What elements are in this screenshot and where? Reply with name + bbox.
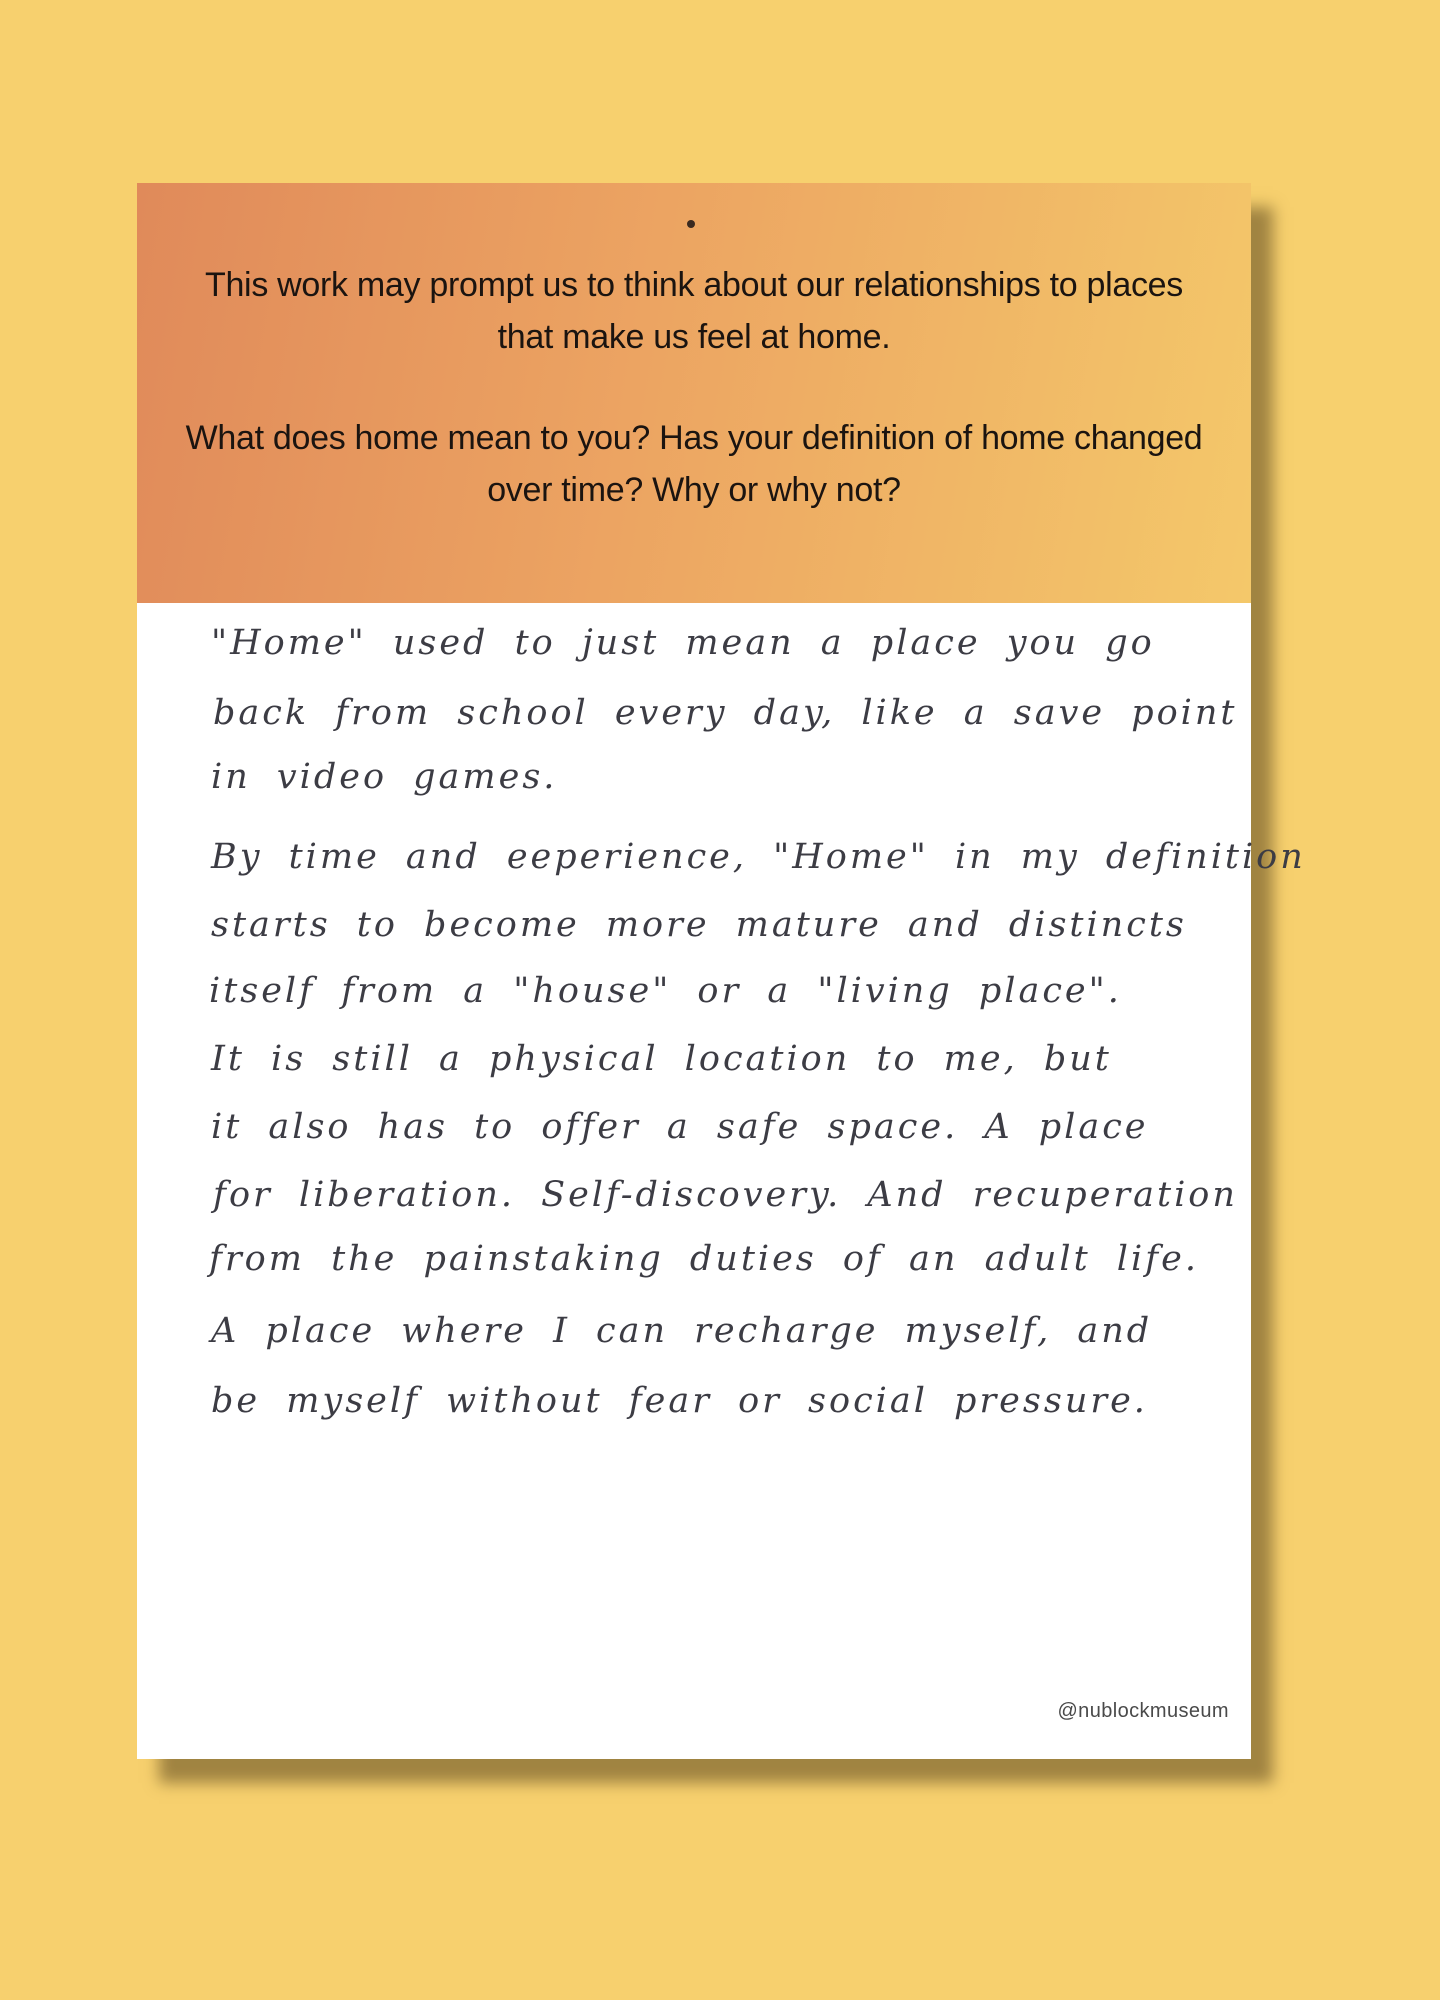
- handwritten-line: it also has to offer a safe space. A place: [211, 1107, 1149, 1147]
- handwritten-line: back from school every day, like a save point: [213, 693, 1238, 733]
- handwritten-line: A place where I can recharge myself, and: [211, 1311, 1153, 1351]
- handwritten-line: for liberation. Self-discovery. And recuperation: [213, 1175, 1238, 1215]
- handwritten-line: "Home" used to just mean a place you go: [211, 623, 1155, 663]
- handwritten-line: By time and eeperience, "Home" in my definition: [211, 837, 1306, 877]
- handwritten-line: from the painstaking duties of an adult life.: [209, 1239, 1199, 1279]
- handwritten-line: in video games.: [211, 757, 558, 797]
- response-card: [137, 183, 1306, 1759]
- handwritten-line: starts to become more mature and distincts: [211, 905, 1187, 945]
- handwritten-line: itself from a "house" or a "living place".: [209, 971, 1122, 1011]
- pin-hole-dot: [687, 220, 695, 228]
- museum-handle: @nublockmuseum: [1057, 1700, 1229, 1722]
- prompt-questions-text: What does home mean to you? Has your definition of home changed over time? Why or why not?: [185, 419, 1203, 509]
- prompt-intro-text: This work may prompt us to think about our relationships to places that make us feel at home.: [204, 266, 1183, 356]
- prompt-header: [137, 183, 1251, 603]
- handwritten-line: It is still a physical location to me, but: [211, 1039, 1112, 1079]
- handwritten-line: be myself without fear or social pressure.: [211, 1381, 1148, 1421]
